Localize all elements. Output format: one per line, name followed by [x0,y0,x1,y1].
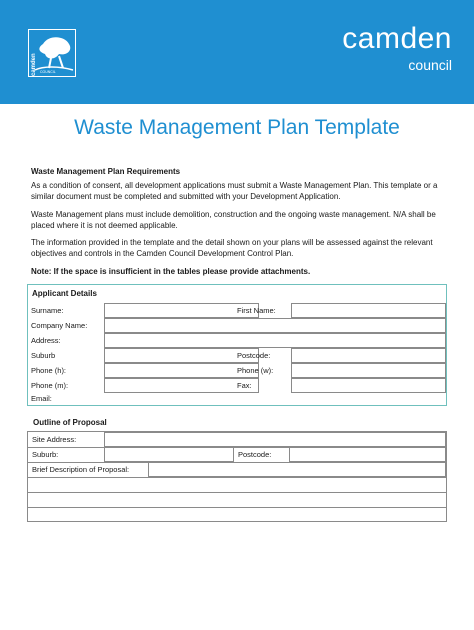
address-field[interactable] [104,333,446,348]
brand-subtitle: council [408,57,452,73]
surname-label: Surname: [31,306,64,315]
phone-home-label: Phone (h): [31,366,67,375]
suburb-label: Suburb [31,351,56,360]
fax-label: Fax: [237,381,252,390]
paragraph-demolition: Waste Management plans must include demolition, construction and the ongoing waste management. N/A shall be placed where it is not deemed applicable. [31,210,436,230]
brief-description-label: Brief Description of Proposal: [32,465,130,474]
requirements-heading: Waste Management Plan Requirements [31,167,181,176]
postcode-label: Postcode: [237,351,271,360]
applicant-heading: Applicant Details [32,289,97,298]
fax-field[interactable] [291,378,446,393]
paragraph-assessment: The information provided in the template and the detail shown on your plans will be assessed against the relevant objectives and controls in the Camden Council Development Control Plan. [31,238,433,258]
site-address-field[interactable] [104,432,446,447]
proposal-postcode-field[interactable] [289,447,446,462]
first-name-field[interactable] [291,303,446,318]
proposal-section [27,431,447,522]
note-text: Note: If the space is insufficient in the tables please provide attachments. [31,267,311,276]
proposal-suburb-label: Suburb: [32,450,59,459]
address-label: Address: [31,336,61,345]
first-name-label: First Name: [237,306,276,315]
phone-mobile-label: Phone (m): [31,381,69,390]
description-line-3[interactable] [28,507,446,521]
site-address-label: Site Address: [32,435,77,444]
company-name-field[interactable] [104,318,446,333]
brand-name: camden [342,22,452,55]
logo-subtext: COUNCIL [40,70,56,74]
paragraph-consent: As a condition of consent, all development applications must submit a Waste Management Plan. This template or a similar document must be completed and submitted with your Development Application. [31,181,438,201]
postcode-field[interactable] [291,348,446,363]
proposal-heading: Outline of Proposal [33,418,107,427]
proposal-postcode-label: Postcode: [238,450,272,459]
phone-work-label: Phone (w): [237,366,274,375]
description-line-2[interactable] [28,492,446,507]
description-line-1[interactable] [28,477,446,492]
header-banner [0,0,474,104]
applicant-details-section [27,284,447,406]
logo-wordmark: camden [31,53,37,76]
email-label: Email: [31,394,52,403]
phone-work-field[interactable] [291,363,446,378]
proposal-suburb-field[interactable] [104,447,234,462]
page-title: Waste Management Plan Template [74,116,400,139]
brief-description-field[interactable] [148,462,446,477]
company-name-label: Company Name: [31,321,88,330]
